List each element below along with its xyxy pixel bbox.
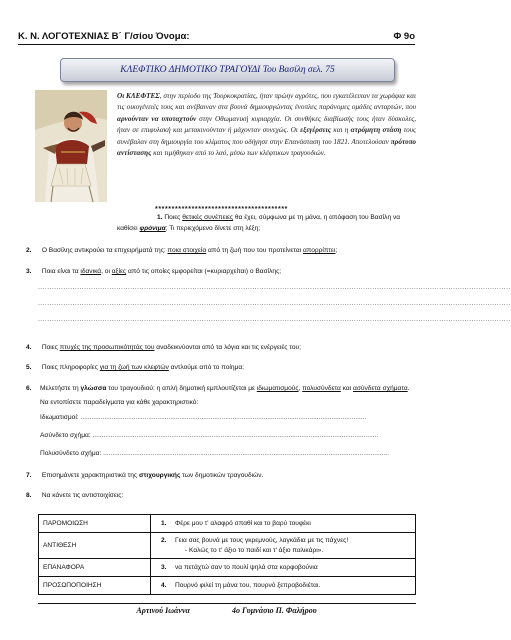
question-text: . Να εντοπίσετε παραδείγματα για κάθε χαρακτηριστικό: — [40, 385, 410, 406]
question-keyword: ποια στοιχεία — [167, 247, 207, 254]
question-text: του τραγουδιού: η απλή δημοτική εμπλουτίζεται με — [106, 385, 257, 392]
figure-term[interactable]: ΑΝΤΙΘΕΣΗ — [39, 533, 151, 559]
question-3 — [26, 266, 421, 277]
verse-text: Φέρε μου τ' αλαφρό σπαθί και το βαρύ τουφέκι — [175, 520, 311, 527]
question-4 — [26, 342, 421, 353]
verse-cell[interactable] — [151, 577, 416, 595]
title-banner — [60, 58, 395, 82]
question-6 — [26, 382, 418, 409]
intro-text: , στην περίοδο της Τουρκοκρατίας, ήταν πρώην αγρότες, που εγκατέλειπαν τα χωράφια και τις οικογένειές τους και ανέβαιναν στα βουνά δημιουργώντας ένοπλες παράνομες ομάδες ανταρτών, που — [117, 92, 416, 112]
verse-number: 3. — [161, 564, 167, 571]
footer-rule — [38, 603, 416, 604]
question-text: Ποια είναι τα — [41, 268, 81, 275]
answer-line[interactable]: ............................................................................................................................................................................................................. — [38, 300, 511, 307]
question-2 — [26, 245, 421, 256]
question-8 — [26, 490, 421, 501]
klephtis-portrait-image — [35, 90, 107, 202]
question-keyword: απορρίπτει — [302, 247, 336, 254]
verse-text: Γεια σας βουνά με τους γκρεμνούς, λαγκάδια με τις πάχνες! — [175, 537, 349, 544]
question-number: 4. — [26, 344, 32, 351]
banner-title: ΚΛΕΦΤΙΚΟ ΔΗΜΟΤΙΚΟ ΤΡΑΓΟΥΔΙ Του Βασίλη σελ. 75 — [120, 65, 335, 75]
question-text: αντλούμε από το ποίημα; — [168, 364, 244, 371]
question-number: 7. — [26, 472, 32, 479]
table-row — [39, 515, 416, 533]
question-5 — [26, 362, 421, 373]
table-row — [39, 533, 416, 559]
question-text: ; — [335, 247, 338, 254]
answer-line[interactable]: ............................................................................................................................................................ — [80, 414, 367, 421]
question-text: Να κάνετε τις αντιστοιχίσεις: — [41, 492, 124, 499]
figure-term[interactable]: ΠΑΡΟΜΟΙΩΣΗ — [39, 515, 151, 533]
worksheet-header — [18, 31, 415, 46]
sheet-number: Φ 9ο — [393, 31, 415, 42]
question-1 — [117, 212, 417, 235]
asyndeton-label: Ασύνδετο σχήμα: — [40, 432, 93, 439]
question-text: Ποιες — [164, 214, 183, 221]
question-text: Μελετήστε τη — [40, 385, 81, 392]
intro-text: τους συνέβαλαν στη δημιουργία του κλίματος που οδήγησε στην Επανάσταση του 1821. Αποτελούσαν — [117, 126, 416, 146]
intro-paragraph — [117, 91, 416, 159]
question-text: αναδεικνύονται από τα λόγια και τις ενέργειές του; — [154, 344, 301, 351]
question-text: και — [340, 385, 354, 392]
matching-table — [38, 514, 416, 595]
intro-emphasis: πρότυπο αντίστασης — [117, 137, 416, 158]
verse-number: 4. — [161, 582, 167, 589]
polysyndeton-answer-row[interactable] — [40, 448, 416, 459]
answer-line[interactable]: ............................................................................................................................................................................................................. — [38, 284, 511, 291]
figure-term[interactable]: ΠΡΟΣΩΠΟΠΟΙΗΣΗ — [39, 577, 151, 595]
question-number: 3. — [26, 268, 32, 275]
question-text: από τις οποίες εμφορείται (=κυριαρχείται) ο Βασίλης; — [126, 268, 282, 275]
table-row — [39, 577, 416, 595]
question-text: Ποιες πληροφορίες — [41, 364, 100, 371]
question-number: 6. — [26, 385, 32, 392]
question-text: από τη ζωή που του προτείνεται — [206, 247, 303, 254]
question-keyword: στιχουργικής — [138, 472, 181, 479]
verse-number: 2. — [161, 537, 167, 544]
footer-school: 4ο Γυμνάσιο Π. Φαλήρου — [231, 606, 317, 615]
question-number: 1. — [157, 214, 163, 221]
idiomatisms-answer-row[interactable] — [40, 412, 416, 423]
question-keyword: πολυσύνδετα — [302, 385, 341, 392]
polysyndeton-label: Πολυσύνδετο σχήμα: — [40, 450, 104, 457]
intro-text: και η — [330, 126, 351, 135]
question-text: Ποιες — [41, 344, 60, 351]
intro-emphasis: αρνούνταν να υποταχτούν — [117, 114, 197, 123]
question-text: των δημοτικών τραγουδιών. — [180, 472, 264, 479]
answer-line[interactable]: ............................................................................................................................................................ — [103, 450, 389, 457]
verse-text: να πετάχτώ σαν το πουλί ψηλά στα κορφοβούνια — [175, 564, 318, 571]
header-title: Κ. Ν. ΛΟΓΟΤΕΧΝΙΑΣ Β΄ Γ/σίου Όνομα: — [18, 31, 190, 42]
footer-author: Αρτινού Ιωάννα — [136, 606, 190, 615]
question-keyword: αξίες — [111, 268, 127, 275]
question-7 — [26, 470, 421, 481]
question-text: Επισημάνετε χαρακτηριστικά της — [41, 472, 139, 479]
idiomatisms-label: Ιδιωματισμοί: — [40, 414, 81, 421]
intro-emphasis: εξεγέρσεις — [300, 126, 331, 135]
answer-line[interactable]: ............................................................................................................................................................................................................. — [38, 316, 511, 323]
intro-klephts-term: Οι ΚΛΕΦΤΕΣ — [117, 92, 160, 100]
verse-cell[interactable] — [151, 533, 416, 559]
question-number: 8. — [26, 492, 32, 499]
asyndeton-answer-row[interactable] — [40, 430, 416, 441]
question-number: 2. — [26, 247, 32, 254]
question-keyword: για τη ζωή των κλεφτών — [99, 364, 169, 371]
question-text: Ο Βασίλης αντικρούει τα επιχειρήματά της: — [41, 247, 168, 254]
question-text: θα έχει, σύμφωνα με τη μάνα, η απόφαση του Βασίλη να καθίσει — [117, 214, 401, 233]
table-row — [39, 559, 416, 577]
verse-cell[interactable] — [151, 559, 416, 577]
question-keyword: ιδανικά — [80, 268, 102, 275]
intro-text: και τιμήθηκαν από το λαό, μέσω των κλέφτικων τραγουδιών. — [151, 149, 326, 158]
verse-text: - Καλώς το τ' άξιο το παιδί και τ' άξιο παλικάρι». — [185, 546, 324, 554]
question-keyword: γλώσσα — [80, 385, 107, 392]
figure-term[interactable]: ΕΠΑΝΑΦΟΡΑ — [39, 559, 151, 577]
verse-cell[interactable] — [151, 515, 416, 533]
question-keyword: φρόνιμα — [139, 225, 166, 233]
question-text: , οι — [101, 268, 112, 275]
question-number: 5. — [26, 364, 32, 371]
answer-line[interactable]: ............................................................................................................................................................ — [92, 432, 379, 439]
verse-text: Πουρνό φιλεί τη μάνα του, πουρνό ξεπροβοδιέται. — [175, 582, 321, 589]
verse-number: 1. — [161, 520, 167, 527]
header-rule — [18, 44, 415, 45]
intro-emphasis: ατρόμητη στάση — [350, 126, 402, 135]
intro-text: στην Οθωμανική κυριαρχία. Οι συνθήκες διαβίωσής τους ήταν δύσκολες, ήταν σε επιφυλακή και μετακινούνταν ή μάχονταν συνεχώς. Οι — [117, 114, 416, 135]
question-keyword: θετικές συνέπειες — [182, 214, 234, 221]
page-footer — [0, 606, 453, 615]
question-keyword: πτυχές της προσωπικότητάς του — [59, 344, 155, 351]
question-text: , — [298, 385, 303, 392]
star-divider: **************************************** — [155, 206, 288, 213]
question-keyword: ιδιωματισμούς — [256, 385, 299, 392]
question-keyword: ασύνδετα σχήματα — [353, 385, 408, 392]
question-text: ; Τι περιεχόμενο δίνετε στη λέξη; — [165, 225, 261, 233]
